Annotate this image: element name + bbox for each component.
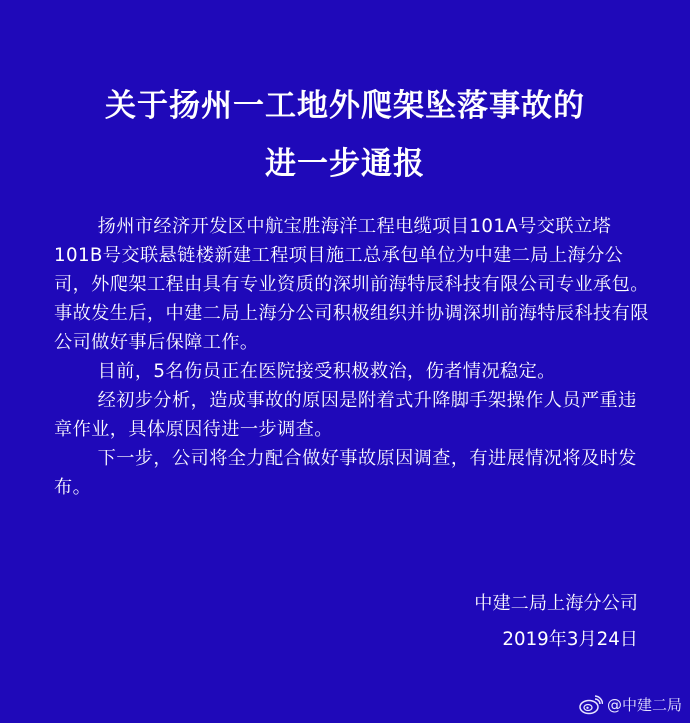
paragraph-injury-status: 目前，5名伤员正在医院接受积极救治，伤者情况稳定。: [97, 361, 556, 382]
watermark-handle: @中建二局: [606, 696, 682, 714]
notice-body: [54, 212, 652, 502]
weibo-icon: [579, 695, 603, 715]
signature-organization: 中建二局上海分公司: [474, 593, 638, 614]
paragraph-project-info: 扬州市经济开发区中航宝胜海洋工程电缆项目101A号交联立塔101B号交联悬链楼新建工程项目施工总承包单位为中建二局上海分公司，外爬架工程由具有专业资质的深圳前海特辰科技有限公司专业承包。事故发生后，中建二局上海分公司积极组织并协调深圳前海特辰科技有限公司做好事后保障工作。: [54, 216, 649, 353]
title-line-1: 关于扬州一工地外爬架坠落事故的: [105, 88, 585, 124]
signature-date: 2019年3月24日: [502, 629, 638, 650]
weibo-watermark: [579, 694, 682, 715]
paragraph-cause-analysis: 经初步分析，造成事故的原因是附着式升降脚手架操作人员严重违章作业，具体原因待进一步调查。: [54, 390, 637, 440]
title-line-2: 进一步通报: [265, 146, 425, 182]
paragraph-next-steps: 下一步，公司将全力配合做好事故原因调查，有进展情况将及时发布。: [54, 448, 637, 498]
